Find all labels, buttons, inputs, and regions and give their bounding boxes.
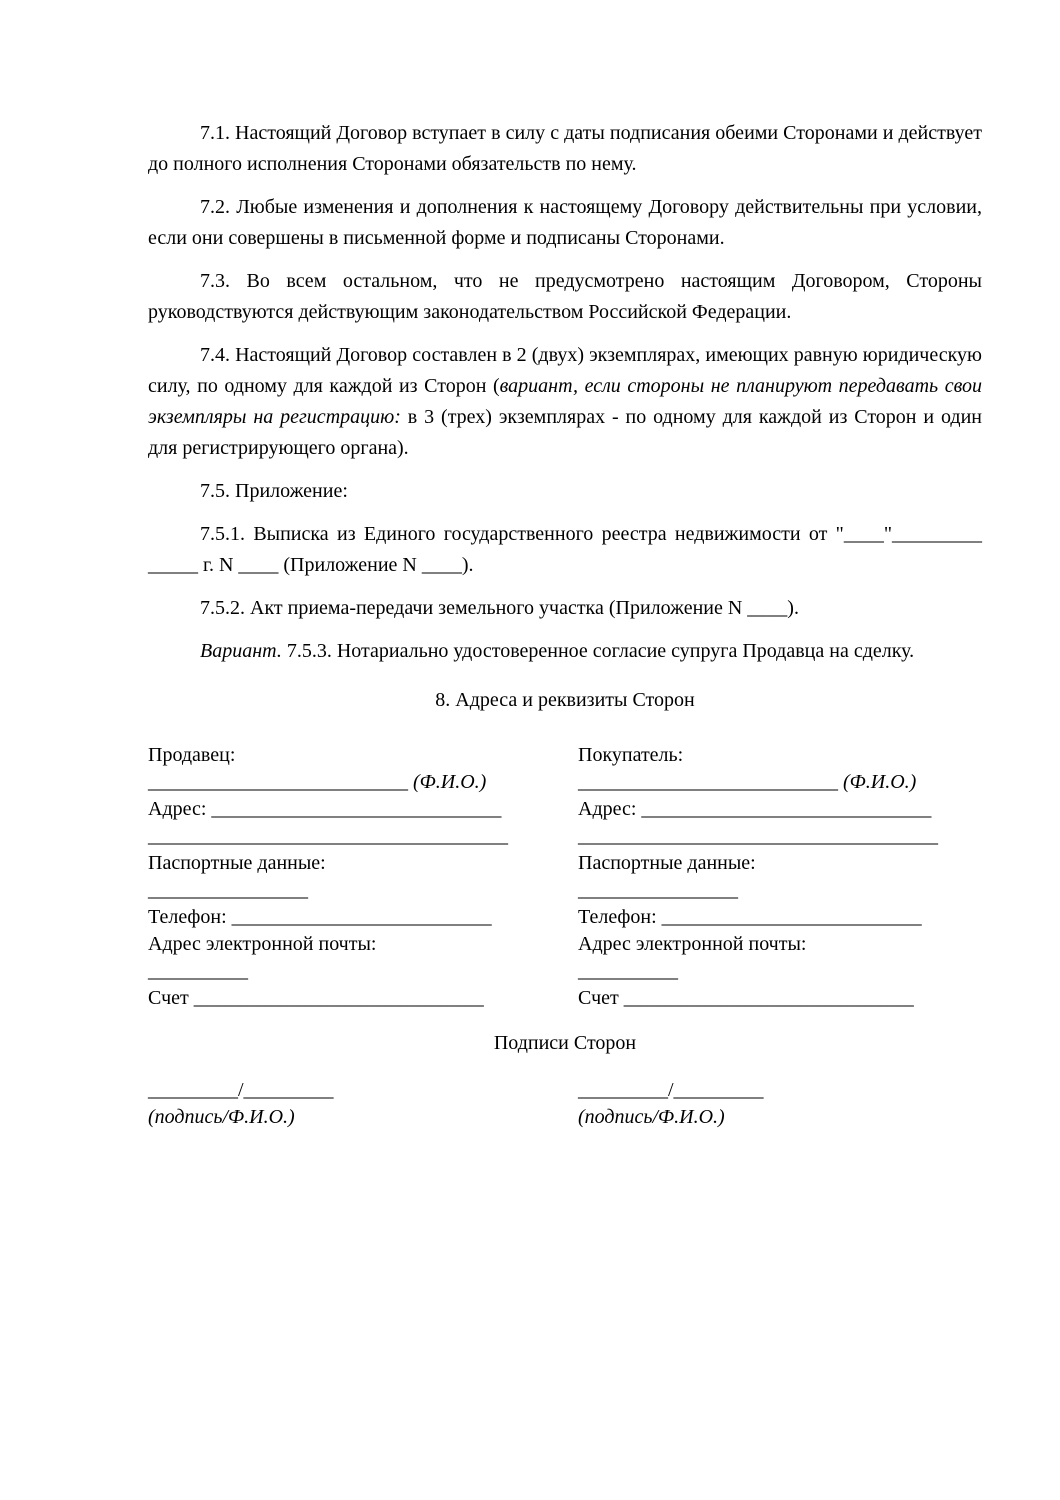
buyer-phone-line: Телефон: __________________________ (578, 906, 922, 928)
section-8-heading: 8. Адреса и реквизиты Сторон (435, 689, 695, 711)
buyer-fio-caption: (Ф.И.О.) (843, 771, 917, 793)
paragraph-7-4 (148, 340, 982, 464)
buyer-address-line2: ____________________________________ (578, 825, 938, 847)
seller-signature-caption: (подпись/Ф.И.О.) (148, 1106, 295, 1128)
seller-passport-blank: ________________ (148, 879, 308, 901)
seller-column (148, 742, 578, 1012)
paragraph-7-3 (148, 266, 982, 328)
parties-block (148, 742, 982, 1012)
paragraph-7-1 (148, 118, 982, 180)
paragraph-7-1-text: 7.1. Настоящий Договор вступает в силу с даты подписания обеими Сторонами и действует до полного исполнения Сторонами обязательств по нему. (148, 122, 982, 175)
seller-fio-caption: (Ф.И.О.) (413, 771, 487, 793)
seller-signature-column (148, 1077, 578, 1131)
paragraph-7-5-3-variant-italic: Вариант. (200, 640, 282, 662)
paragraph-7-4-text: 7.4. Настоящий Договор составлен в 2 (двух) экземплярах, имеющих равную юридическую силу, по одному для каждой из Сторон ( (148, 344, 982, 397)
buyer-address-line: Адрес: _____________________________ (578, 798, 932, 820)
seller-address-line: Адрес: _____________________________ (148, 798, 502, 820)
buyer-account-line: Счет _____________________________ (578, 987, 914, 1009)
buyer-email-blank: __________ (578, 960, 678, 982)
paragraph-7-4-text-end: в 3 (трех) экземплярах - по одному для каждой из Сторон и один для регистрирующего органа). (148, 406, 982, 459)
paragraph-7-5-text: 7.5. Приложение: (200, 480, 348, 502)
seller-phone-line: Телефон: __________________________ (148, 906, 492, 928)
paragraph-7-5-1-text: 7.5.1. Выписка из Единого государственного реестра недвижимости от "____"_________ _____ г. N ____ (Приложение N ____). (148, 523, 982, 576)
seller-role-label: Продавец: (148, 744, 236, 766)
buyer-fio-blank: __________________________ (578, 771, 838, 793)
buyer-signature-column (578, 1077, 982, 1131)
paragraph-7-5 (148, 476, 982, 507)
paragraph-7-2-text: 7.2. Любые изменения и дополнения к настоящему Договору действительны при условии, если они совершены в письменной форме и подписаны Сторонами. (148, 196, 982, 249)
buyer-signature-blank: _________/_________ (578, 1079, 764, 1101)
paragraph-7-5-1 (148, 519, 982, 581)
buyer-signature-caption: (подпись/Ф.И.О.) (578, 1106, 725, 1128)
paragraph-7-3-text: 7.3. Во всем остальном, что не предусмотрено настоящим Договором, Стороны руководствуются действующим законодательством Российской Федерации. (148, 270, 982, 323)
buyer-fio-line (578, 769, 982, 796)
buyer-email-label: Адрес электронной почты: (578, 933, 807, 955)
seller-passport-label: Паспортные данные: (148, 852, 326, 874)
seller-fio-blank: __________________________ (148, 771, 408, 793)
paragraph-7-4-variant-italic: вариант, если стороны не планируют передавать свои экземпляры на регистрацию: (148, 375, 982, 428)
buyer-column (578, 742, 982, 1012)
paragraph-7-5-2 (148, 593, 982, 624)
buyer-role-label: Покупатель: (578, 744, 684, 766)
signatures-heading: Подписи Сторон (493, 1032, 637, 1054)
seller-account-line: Счет _____________________________ (148, 987, 484, 1009)
buyer-passport-label: Паспортные данные: (578, 852, 756, 874)
paragraph-7-2 (148, 192, 982, 254)
seller-address-line2: ____________________________________ (148, 825, 508, 847)
paragraph-7-5-2-text: 7.5.2. Акт приема-передачи земельного участка (Приложение N ____). (200, 597, 799, 619)
seller-fio-line (148, 769, 578, 796)
seller-email-label: Адрес электронной почты: (148, 933, 377, 955)
signatures-block (148, 1077, 982, 1131)
paragraph-7-5-3-text: 7.5.3. Нотариально удостоверенное согласие супруга Продавца на сделку. (281, 640, 915, 662)
seller-signature-blank: _________/_________ (148, 1079, 334, 1101)
seller-email-blank: __________ (148, 960, 248, 982)
paragraph-7-5-3 (148, 636, 982, 667)
buyer-passport-blank: ________________ (578, 879, 738, 901)
